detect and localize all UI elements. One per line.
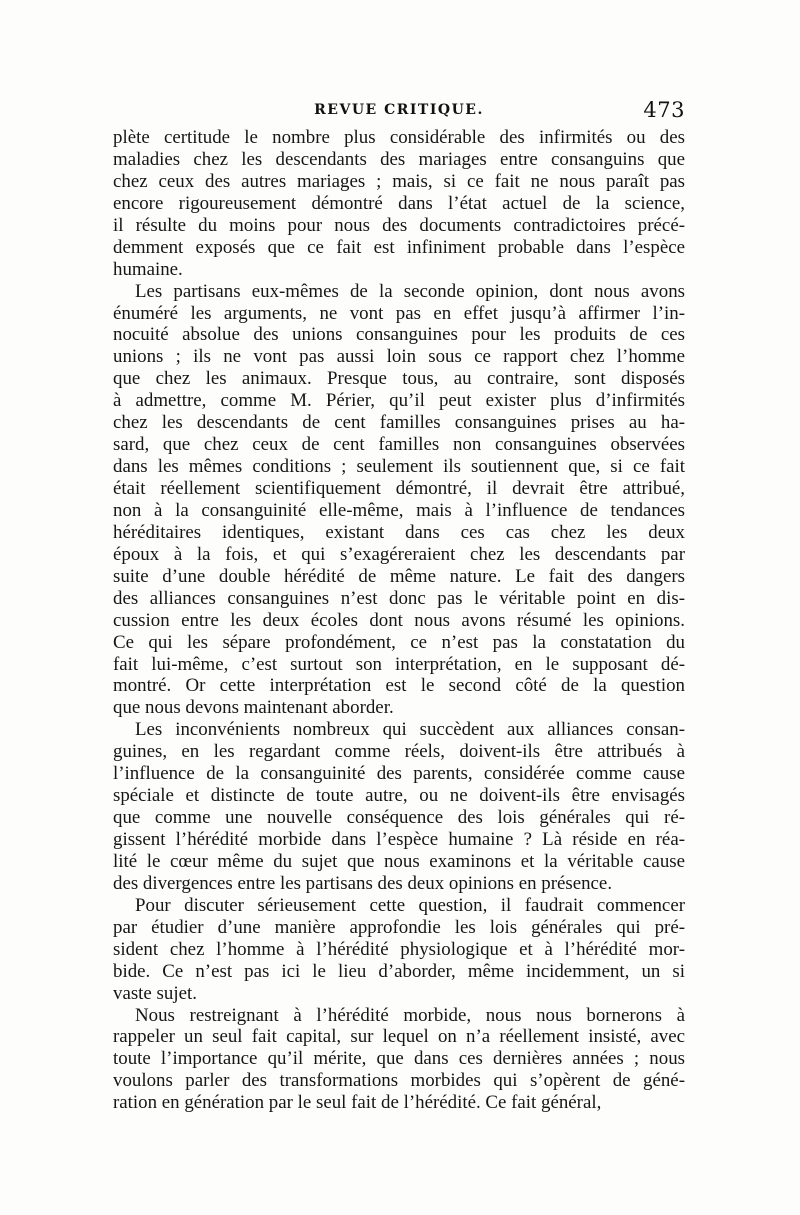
text-line: lité le cœur même du sujet que nous examinons et la véritable cause: [113, 850, 685, 872]
text-line: sident chez l’homme à l’hérédité physiologique et à l’hérédité mor-: [113, 938, 685, 960]
text-line: guines, en les regardant comme réels, doivent-ils être attribués à: [113, 741, 685, 763]
text-line: était réellement scientifiquement démontré, il devrait être attribué,: [113, 478, 685, 499]
body-text: [113, 127, 685, 1114]
text-line: sard, que chez ceux de cent familles non consanguines observées: [113, 434, 685, 456]
paragraph: [113, 895, 685, 1005]
text-line: fait lui-même, c’est surtout son interprétation, en le supposant dé-: [113, 653, 685, 675]
text-line: l’influence de la consanguinité des parents, considérée comme cause: [113, 763, 685, 785]
text-line: Nous restreignant à l’hérédité morbide, nous nous bornerons à: [135, 1004, 685, 1026]
text-line: Les inconvénients nombreux qui succèdent aux alliances consan-: [135, 719, 685, 741]
paragraph: [113, 719, 685, 895]
text-line: par étudier d’une manière approfondie les lois générales qui pré-: [113, 916, 685, 938]
text-line: non à la consanguinité elle-même, mais à l’influence de tendances: [113, 499, 685, 521]
page-number: 473: [643, 98, 685, 122]
text-line: toute l’importance qu’il mérite, que dans ces dernières années ; nous: [113, 1048, 685, 1070]
text-line: que chez les animaux. Presque tous, au contraire, sont disposés: [113, 368, 685, 390]
running-title: REVUE CRITIQUE.: [314, 102, 484, 118]
text-line: ration en génération par le seul fait de l’hérédité. Ce fait général,: [113, 1092, 602, 1114]
text-line: bide. Ce n’est pas ici le lieu d’aborder, même incidemment, un si: [113, 960, 685, 982]
paragraph: [113, 281, 685, 720]
running-header: [113, 98, 685, 122]
text-line: montré. Or cette interprétation est le second côté de la question: [113, 675, 685, 697]
text-line: dans les mêmes conditions ; seulement ils soutiennent que, si ce fait: [113, 456, 685, 478]
text-line: encore rigoureusement démontré dans l’état actuel de la science,: [113, 192, 685, 214]
text-line: époux à la fois, et qui s’exagéreraient chez les descendants par: [113, 543, 685, 565]
text-line: à admettre, comme M. Périer, qu’il peut exister plus d’infirmités: [113, 390, 685, 412]
paragraph: [113, 127, 685, 281]
text-line: vaste sujet.: [113, 982, 197, 1004]
text-line: Pour discuter sérieusement cette question, il faudrait commencer: [135, 894, 685, 916]
text-line: plète certitude le nombre plus considérable des infirmités ou des: [113, 127, 685, 148]
text-line: spéciale et distincte de toute autre, ou ne doivent-ils être envisagés: [113, 785, 685, 807]
text-line: maladies chez les descendants des mariages entre consanguins que: [113, 148, 685, 170]
text-line: nocuité absolue des unions consanguines pour les produits de ces: [113, 324, 685, 346]
text-line: que nous devons maintenant aborder.: [113, 697, 394, 719]
text-line: des alliances consanguines n’est donc pas le véritable point en dis-: [113, 587, 685, 609]
text-line: héréditaires identiques, existant dans ces cas chez les deux: [113, 521, 685, 543]
text-line: cussion entre les deux écoles dont nous avons résumé les opinions.: [113, 609, 685, 631]
text-line: chez les descendants de cent familles consanguines prises au ha-: [113, 412, 685, 434]
text-line: rappeler un seul fait capital, sur lequel on n’a réellement insisté, avec: [113, 1026, 685, 1048]
text-line: Ce qui les sépare profondément, ce n’est pas la constatation du: [113, 631, 685, 653]
text-line: suite d’une double hérédité de même nature. Le fait des dangers: [113, 565, 685, 587]
text-line: demment exposés que ce fait est infiniment probable dans l’espèce: [113, 236, 685, 258]
text-line: des divergences entre les partisans des deux opinions en présence.: [113, 872, 613, 894]
text-line: unions ; ils ne vont pas aussi loin sous ce rapport chez l’homme: [113, 346, 685, 368]
text-line: que comme une nouvelle conséquence des lois générales qui ré-: [113, 807, 685, 829]
text-line: Les partisans eux-mêmes de la seconde opinion, dont nous avons: [135, 280, 685, 302]
text-line: gissent l’hérédité morbide dans l’espèce humaine ? Là réside en réa-: [113, 829, 685, 850]
paragraph: [113, 1005, 685, 1115]
text-line: il résulte du moins pour nous des documents contradictoires précé-: [113, 214, 685, 236]
text-line: voulons parler des transformations morbides qui s’opèrent de géné-: [113, 1070, 685, 1092]
text-line: humaine.: [113, 258, 183, 280]
text-line: chez ceux des autres mariages ; mais, si ce fait ne nous paraît pas: [113, 170, 685, 192]
text-line: énuméré les arguments, ne vont pas en effet jusqu’à affirmer l’in-: [113, 302, 685, 324]
